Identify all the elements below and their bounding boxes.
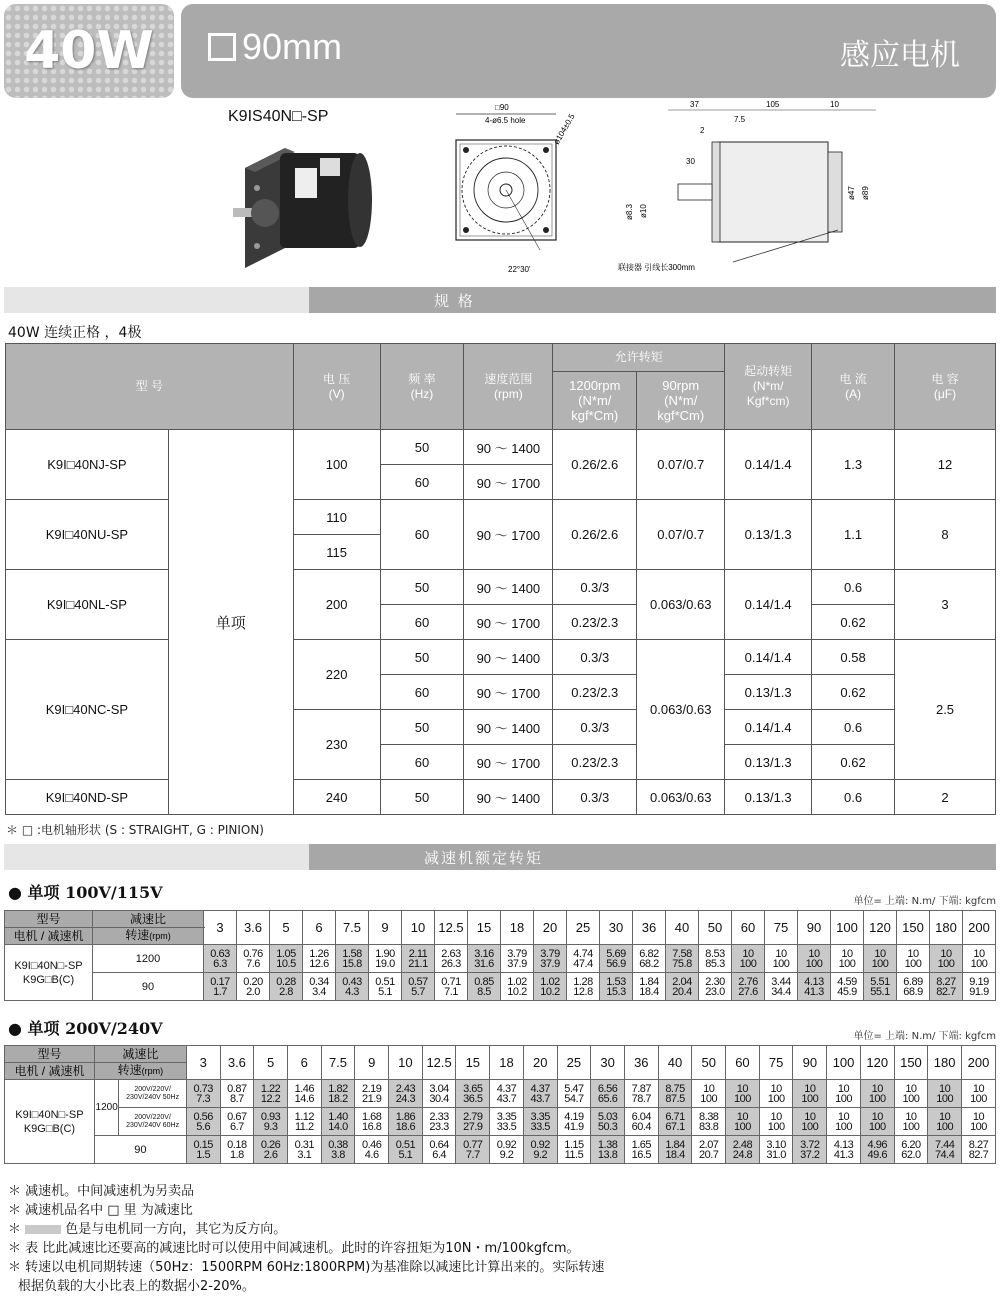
ratio-col: 9	[369, 911, 402, 945]
notes	[8, 1182, 604, 1296]
note-6: 根据负载的大小比表上的数据小2-20%。	[18, 1279, 255, 1294]
ratio-col: 36	[624, 1046, 658, 1080]
ratio-col: 5	[270, 911, 303, 945]
torque-cell: 10 100	[928, 1080, 962, 1108]
gear-th-speed: 转速(rpm)	[93, 928, 204, 945]
torque-cell: 4.96 49.6	[860, 1136, 894, 1164]
spec-row-nu: K9I□40NU-SP 110 60 90 ～ 1700 0.26/2.6 0.07/0.7 0.13/1.3 1.1 8	[6, 500, 996, 535]
ratio-col: 3.6	[220, 1046, 254, 1080]
th-start: 起动转矩 (N*m/ Kgf*cm)	[725, 344, 812, 430]
torque-cell: 2.30 23.0	[699, 973, 732, 1001]
th-allow: 允许转矩	[553, 344, 725, 372]
torque-cell: 9.19 91.9	[963, 973, 996, 1001]
torque-cell: 2.63 26.3	[435, 945, 468, 973]
torque-cell: 3.65 36.5	[456, 1080, 490, 1108]
torque-cell: 0.76 7.6	[237, 945, 270, 973]
torque-cell: 1.02 10.2	[534, 973, 567, 1001]
torque-cell: 2.04 20.4	[666, 973, 699, 1001]
ratio-col: 25	[557, 1046, 591, 1080]
ratio-col: 18	[490, 1046, 524, 1080]
torque-cell: 10 100	[692, 1080, 726, 1108]
torque-cell: 10 100	[798, 945, 831, 973]
torque-cell: 0.20 2.0	[237, 973, 270, 1001]
svg-text:105: 105	[766, 100, 780, 109]
note-1: ＊ 减速机。中间减速机为另卖品	[8, 1184, 195, 1199]
phase-cell: 单项	[168, 430, 293, 815]
note-3: ＊ 色是与电机同一方向，其它为反方向。	[8, 1222, 287, 1237]
gear-row	[5, 1136, 996, 1164]
torque-cell: 0.71 7.1	[435, 973, 468, 1001]
ratio-col: 120	[860, 1046, 894, 1080]
ratio-col: 120	[864, 911, 897, 945]
torque-cell: 10 100	[726, 1108, 760, 1136]
torque-cell: 0.57 5.7	[402, 973, 435, 1001]
spec-subtitle: 40W 连续正格 ，4极	[8, 325, 142, 341]
torque-cell: 1.86 18.6	[389, 1108, 423, 1136]
gear-speed-cell: 90	[93, 973, 204, 1001]
torque-cell: 2.76 27.6	[732, 973, 765, 1001]
torque-cell: 5.47 54.7	[557, 1080, 591, 1108]
ratio-col: 6	[287, 1046, 321, 1080]
gear-section-title: 减速机额定转矩	[309, 844, 996, 870]
torque-cell: 4.37 43.7	[490, 1080, 524, 1108]
torque-cell: 10 100	[732, 945, 765, 973]
shade-swatch	[25, 1225, 61, 1234]
ratio-col: 7.5	[336, 911, 369, 945]
th-speed: 速度范围 (rpm)	[464, 344, 553, 430]
svg-text:ø8.3: ø8.3	[625, 203, 634, 220]
ratio-col: 90	[793, 1046, 827, 1080]
torque-cell: 2.19 21.9	[355, 1080, 389, 1108]
th-cap: 电 容 (μF)	[895, 344, 996, 430]
torque-cell: 3.35 33.5	[523, 1108, 557, 1136]
gear-th-ratio: 减速比	[94, 1046, 186, 1063]
ratio-col: 50	[699, 911, 732, 945]
ratio-col: 5	[254, 1046, 288, 1080]
torque-cell: 0.87 8.7	[220, 1080, 254, 1108]
th-90: 90rpm (N*m/ kgf*Cm)	[637, 372, 725, 430]
ratio-col: 180	[930, 911, 963, 945]
ratio-col: 12.5	[422, 1046, 456, 1080]
torque-cell: 10 100	[793, 1108, 827, 1136]
torque-cell: 0.46 4.6	[355, 1136, 389, 1164]
frame-size-label: 90mm	[242, 26, 343, 67]
spec-row-nc: K9I□40NC-SP 220 50 90 ～ 1400 0.3/3 0.063/0.63 0.14/1.4 0.58 2.5	[6, 640, 996, 675]
torque-cell: 1.12 11.2	[287, 1108, 321, 1136]
torque-cell: 10 100	[860, 1108, 894, 1136]
gear-table-2	[4, 1045, 996, 1164]
ratio-col: 15	[468, 911, 501, 945]
torque-cell: 0.51 5.1	[369, 973, 402, 1001]
torque-cell: 3.10 31.0	[759, 1136, 793, 1164]
torque-cell: 4.13 41.3	[827, 1136, 861, 1164]
gear-speed-cell: 1200	[94, 1080, 119, 1136]
ratio-col: 150	[894, 1046, 928, 1080]
torque-cell: 2.33 23.3	[422, 1108, 456, 1136]
svg-text:22°30': 22°30'	[508, 265, 531, 274]
gear-th-motor-gear: 电机 / 减速机	[5, 928, 93, 945]
torque-cell: 6.71 67.1	[658, 1108, 692, 1136]
torque-cell: 10 100	[759, 1080, 793, 1108]
svg-text:ø47: ø47	[847, 186, 856, 200]
svg-text:4-ø6.5 hole: 4-ø6.5 hole	[485, 116, 526, 125]
torque-cell: 6.56 65.6	[591, 1080, 625, 1108]
torque-cell: 0.85 8.5	[468, 973, 501, 1001]
torque-cell: 8.27 82.7	[930, 973, 963, 1001]
torque-cell: 10 100	[831, 945, 864, 973]
torque-cell: 5.69 56.9	[600, 945, 633, 973]
torque-cell: 1.84 18.4	[633, 973, 666, 1001]
note-4: ＊ 表 比此减速比还要高的减速比时可以使用中间减速机。此时的许容扭矩为10N・m/100kgfcm。	[8, 1241, 580, 1256]
torque-cell: 0.28 2.8	[270, 973, 303, 1001]
th-freq: 频 率 (Hz)	[380, 344, 464, 430]
torque-cell: 6.04 60.4	[624, 1108, 658, 1136]
ratio-col: 30	[600, 911, 633, 945]
model-cell: K9I□40NJ-SP	[6, 430, 169, 500]
svg-text:联接器 引线长300mm: 联接器 引线长300mm	[618, 263, 695, 272]
ratio-col: 100	[831, 911, 864, 945]
ratio-col: 60	[726, 1046, 760, 1080]
torque-cell: 6.82 68.2	[633, 945, 666, 973]
torque-cell: 4.74 47.4	[567, 945, 600, 973]
torque-cell: 8.27 82.7	[962, 1136, 996, 1164]
torque-cell: 1.84 18.4	[658, 1136, 692, 1164]
power-label: 40W	[24, 21, 154, 81]
svg-text:ø104±0.5: ø104±0.5	[551, 112, 577, 146]
motor-type: 感应电机	[840, 38, 960, 73]
torque-cell: 0.92 9.2	[490, 1136, 524, 1164]
torque-cell: 3.16 31.6	[468, 945, 501, 973]
torque-cell: 10 100	[930, 945, 963, 973]
torque-cell: 0.77 7.7	[456, 1136, 490, 1164]
torque-cell: 10 100	[726, 1080, 760, 1108]
torque-cell: 4.37 43.7	[523, 1080, 557, 1108]
torque-cell: 10 100	[962, 1080, 996, 1108]
ratio-col: 180	[928, 1046, 962, 1080]
torque-cell: 1.40 14.0	[321, 1108, 355, 1136]
model-cell: K9I□40NL-SP	[6, 570, 169, 640]
torque-cell: 6.20 62.0	[894, 1136, 928, 1164]
torque-cell: 0.93 9.3	[254, 1108, 288, 1136]
spec-footnote: ＊ □ :电机轴形状 (S : STRAIGHT, G : PINION)	[6, 823, 264, 837]
torque-cell: 10 100	[860, 1080, 894, 1108]
torque-cell: 10 100	[894, 1108, 928, 1136]
gear-row	[5, 1080, 996, 1108]
ratio-col: 3	[204, 911, 237, 945]
svg-text:2: 2	[700, 126, 705, 135]
ratio-col: 18	[501, 911, 534, 945]
torque-cell: 2.07 20.7	[692, 1136, 726, 1164]
gear-section-bar	[4, 844, 996, 870]
svg-text:□90: □90	[495, 103, 509, 112]
torque-cell: 5.51 55.1	[864, 973, 897, 1001]
frame-size	[208, 26, 342, 68]
torque-cell: 4.59 45.9	[831, 973, 864, 1001]
torque-cell: 10 100	[963, 945, 996, 973]
torque-cell: 6.89 68.9	[897, 973, 930, 1001]
torque-cell: 7.87 78.7	[624, 1080, 658, 1108]
torque-cell: 1.46 14.6	[287, 1080, 321, 1108]
ratio-col: 3	[186, 1046, 220, 1080]
torque-cell: 1.82 18.2	[321, 1080, 355, 1108]
ratio-col: 200	[962, 1046, 996, 1080]
torque-cell: 0.51 5.1	[389, 1136, 423, 1164]
ratio-col: 12.5	[435, 911, 468, 945]
torque-cell: 8.75 87.5	[658, 1080, 692, 1108]
torque-cell: 0.63 6.3	[204, 945, 237, 973]
gear-th-ratio: 减速比	[93, 911, 204, 928]
th-current: 电 流 (A)	[812, 344, 895, 430]
torque-cell: 1.28 12.8	[567, 973, 600, 1001]
gear-speed-cell: 90	[94, 1136, 186, 1164]
torque-cell: 2.11 21.1	[402, 945, 435, 973]
torque-cell: 4.19 41.9	[557, 1108, 591, 1136]
note-2: ＊ 减速机品名中 □ 里 为减速比	[8, 1203, 193, 1218]
ratio-col: 60	[732, 911, 765, 945]
torque-cell: 0.67 6.7	[220, 1108, 254, 1136]
ratio-col: 50	[692, 1046, 726, 1080]
spec-section-title: 规 格	[309, 287, 996, 313]
gear-cond-cell: 200V/220V/ 230V/240V 60Hz	[119, 1108, 186, 1136]
spec-section-bar	[4, 287, 996, 313]
ratio-col: 25	[567, 911, 600, 945]
gear-row	[5, 1108, 996, 1136]
torque-cell: 3.72 37.2	[793, 1136, 827, 1164]
gear-table1-unit: 单位= 上端: N.m/ 下端: kgfcm	[853, 896, 996, 907]
torque-cell: 0.18 1.8	[220, 1136, 254, 1164]
ratio-col: 10	[389, 1046, 423, 1080]
gear-table-1	[4, 910, 996, 1001]
model-cell: K9I□40ND-SP	[6, 780, 169, 815]
torque-cell: 1.58 15.8	[336, 945, 369, 973]
gear-table2-title: ● 单项 200V/240V	[8, 1019, 163, 1038]
torque-cell: 0.56 5.6	[186, 1108, 220, 1136]
model-cell: K9I□40NU-SP	[6, 500, 169, 570]
svg-text:ø89: ø89	[861, 186, 870, 200]
gear-th-model: 型号	[5, 1046, 95, 1063]
torque-cell: 1.02 10.2	[501, 973, 534, 1001]
gear-cond-cell: 200V/220V/ 230V/240V 50Hz	[119, 1080, 186, 1108]
gear-table1-title: ● 单项 100V/115V	[8, 883, 163, 902]
torque-cell: 0.92 9.2	[523, 1136, 557, 1164]
svg-text:10: 10	[830, 100, 839, 109]
ratio-col: 20	[523, 1046, 557, 1080]
th-model: 型 号	[6, 344, 294, 430]
torque-cell: 1.22 12.2	[254, 1080, 288, 1108]
ratio-col: 15	[456, 1046, 490, 1080]
torque-cell: 10 100	[827, 1080, 861, 1108]
torque-cell: 1.90 19.0	[369, 945, 402, 973]
torque-cell: 10 100	[793, 1080, 827, 1108]
torque-cell: 5.03 50.3	[591, 1108, 625, 1136]
torque-cell: 8.53 85.3	[699, 945, 732, 973]
ratio-col: 36	[633, 911, 666, 945]
torque-cell: 3.35 33.5	[490, 1108, 524, 1136]
th-voltage: 电 压 (V)	[293, 344, 380, 430]
torque-cell: 2.48 24.8	[726, 1136, 760, 1164]
gear-row	[5, 973, 996, 1001]
torque-cell: 0.73 7.3	[186, 1080, 220, 1108]
svg-text:ø10: ø10	[639, 204, 648, 218]
ratio-col: 6	[303, 911, 336, 945]
svg-text:7.5: 7.5	[734, 115, 746, 124]
ratio-col: 10	[402, 911, 435, 945]
torque-cell: 0.26 2.6	[254, 1136, 288, 1164]
torque-cell: 1.53 15.3	[600, 973, 633, 1001]
torque-cell: 7.58 75.8	[666, 945, 699, 973]
ratio-col: 75	[759, 1046, 793, 1080]
torque-cell: 10 100	[962, 1108, 996, 1136]
power-badge	[4, 4, 174, 98]
spec-row-nd: K9I□40ND-SP 240 50 90 ～ 1400 0.3/3 0.063/0.63 0.13/1.3 0.6 2	[6, 780, 996, 815]
ratio-col: 7.5	[321, 1046, 355, 1080]
torque-cell: 3.44 34.4	[765, 973, 798, 1001]
torque-cell: 4.13 41.3	[798, 973, 831, 1001]
ratio-col: 200	[963, 911, 996, 945]
gear-th-motor-gear: 电机 / 减速机	[5, 1063, 95, 1080]
torque-cell: 2.43 24.3	[389, 1080, 423, 1108]
ratio-col: 150	[897, 911, 930, 945]
torque-cell: 10 100	[897, 945, 930, 973]
ratio-col: 3.6	[237, 911, 270, 945]
model-name: K9IS40N□-SP	[228, 108, 329, 125]
gear-table2-unit: 单位= 上端: N.m/ 下端: kgfcm	[853, 1031, 996, 1042]
gear-model-cell: K9I□40N□-SP K9G□B(C)	[5, 1080, 95, 1164]
torque-cell: 0.43 4.3	[336, 973, 369, 1001]
torque-cell: 1.65 16.5	[624, 1136, 658, 1164]
torque-cell: 1.15 11.5	[557, 1136, 591, 1164]
torque-cell: 10 100	[765, 945, 798, 973]
ratio-col: 40	[658, 1046, 692, 1080]
square-icon	[208, 33, 236, 61]
torque-cell: 0.17 1.7	[204, 973, 237, 1001]
torque-cell: 1.05 10.5	[270, 945, 303, 973]
torque-cell: 1.26 12.6	[303, 945, 336, 973]
model-cell: K9I□40NC-SP	[6, 640, 169, 780]
ratio-col: 9	[355, 1046, 389, 1080]
torque-cell: 3.79 37.9	[501, 945, 534, 973]
torque-cell: 8.38 83.8	[692, 1108, 726, 1136]
torque-cell: 1.68 16.8	[355, 1108, 389, 1136]
torque-cell: 0.15 1.5	[186, 1136, 220, 1164]
torque-cell: 0.31 3.1	[287, 1136, 321, 1164]
torque-cell: 10 100	[827, 1108, 861, 1136]
svg-text:37: 37	[690, 100, 699, 109]
gear-th-model: 型号	[5, 911, 93, 928]
gear-model-cell: K9I□40N□-SP K9G□B(C)	[5, 945, 93, 1001]
front-view-drawing	[440, 100, 610, 278]
side-view-drawing	[618, 100, 888, 278]
gear-speed-cell: 1200	[93, 945, 204, 973]
ratio-col: 75	[765, 911, 798, 945]
torque-cell: 10 100	[894, 1080, 928, 1108]
gear-row	[5, 945, 996, 973]
torque-cell: 2.79 27.9	[456, 1108, 490, 1136]
torque-cell: 0.38 3.8	[321, 1136, 355, 1164]
note-5: ＊ 转速以电机同期转速（50Hz：1500RPM 60Hz:1800RPM)为基准除以减速比计算出来的。实际转速	[8, 1260, 605, 1275]
svg-text:30: 30	[686, 157, 695, 166]
torque-cell: 0.34 3.4	[303, 973, 336, 1001]
gear-th-speed: 转速(rpm)	[94, 1063, 186, 1080]
torque-cell: 7.44 74.4	[928, 1136, 962, 1164]
torque-cell: 0.64 6.4	[422, 1136, 456, 1164]
spec-row-nj: K9I□40NJ-SP 单项 100 50 90 ～ 1400 0.26/2.6 0.07/0.7 0.14/1.4 1.3 12	[6, 430, 996, 465]
ratio-col: 90	[798, 911, 831, 945]
torque-cell: 3.79 37.9	[534, 945, 567, 973]
ratio-col: 20	[534, 911, 567, 945]
torque-cell: 10 100	[759, 1108, 793, 1136]
torque-cell: 3.04 30.4	[422, 1080, 456, 1108]
torque-cell: 10 100	[928, 1108, 962, 1136]
spec-row-nl: K9I□40NL-SP 200 50 90 ～ 1400 0.3/3 0.063/0.63 0.14/1.4 0.6 3	[6, 570, 996, 605]
spec-table: 型 号 电 压 (V) 频 率 (Hz) 速度范围 (rpm) 允许转矩 起动转矩 (N*m/ Kgf*cm) 电 流 (A) 电 容 (μF) 1200rpm (N*m/ kgf*Cm) 90rpm (N*m/ kgf*Cm) K9I□40NJ-SP 单项 100 50 90 ～ 1400 0.26/2.6 0.07/0.7 0.14/1.4 1.3 12 60 90 ～ 1700 K9I□40NU-SP 110 60 90 ～ 1700 0.26/2.6 0.07/0.7 0.13/1.3 1.1 8 115 K9I□40NL-SP 200 50 90 ～ 1400 0.3/3 0.063/0.63 0.14/1.4 0.6 3 60 90 ～ 1700 0.23/2.3 0.62 K9I□40NC-SP 220 50 90 ～ 1400 0.3/3 0.063/0.63 0.14/1.4 0.58 2.5 60 90 ～ 1700 0.23/2.3 0.13/1.3 0.62 230 50 90 ～ 1400 0.3/3 0.14/1.4 0.6 60 90 ～ 1700 0.23/2.3 0.13/1.3 0.62 K9I□40ND-SP 240 50 90 ～ 1400 0.3/3 0.063/0.63 0.13/1.3 0.6 2	[5, 343, 996, 815]
th-1200: 1200rpm (N*m/ kgf*Cm)	[553, 372, 637, 430]
ratio-col: 40	[666, 911, 699, 945]
torque-cell: 10 100	[864, 945, 897, 973]
ratio-col: 100	[827, 1046, 861, 1080]
torque-cell: 1.38 13.8	[591, 1136, 625, 1164]
motor-photo	[225, 128, 375, 278]
ratio-col: 30	[591, 1046, 625, 1080]
